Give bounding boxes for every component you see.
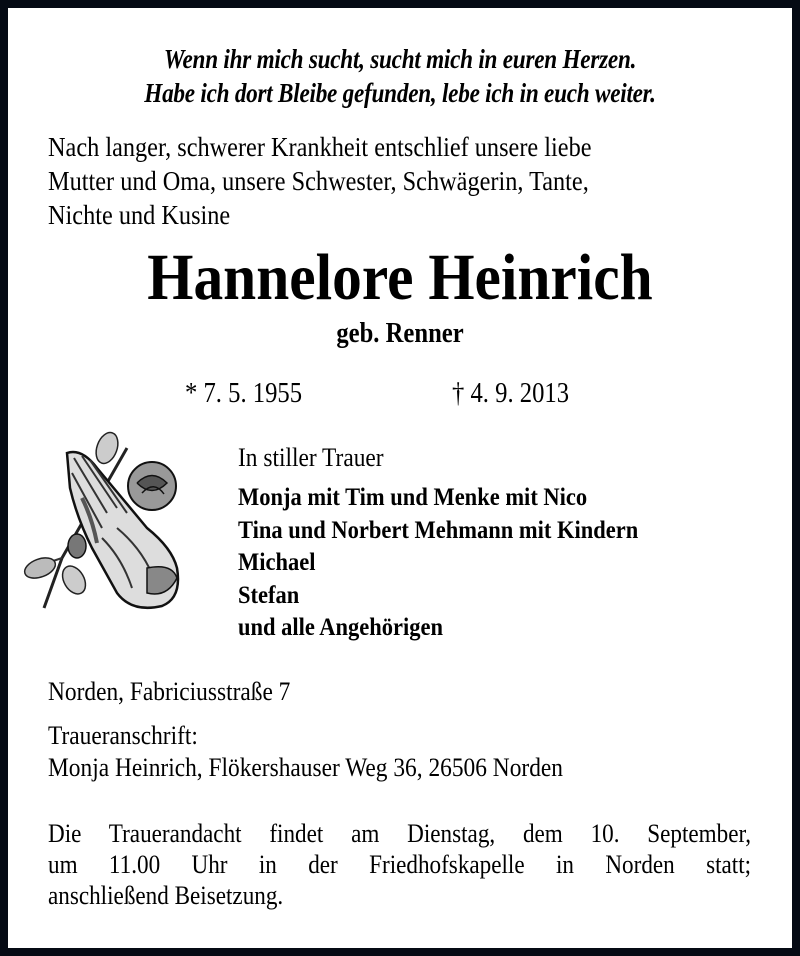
mourner: Monja mit Tim und Menke mit Nico bbox=[238, 484, 588, 511]
deceased-name: Hannelore Heinrich bbox=[147, 241, 653, 314]
intro-line: Nach langer, schwerer Krankheit entschlief unsere liebe bbox=[48, 132, 592, 162]
service-line: anschließend Beisetzung. bbox=[48, 881, 284, 910]
intro-line: Mutter und Oma, unsere Schwester, Schwägerin, Tante, bbox=[48, 166, 589, 196]
birth-date: * 7. 5. 1955 bbox=[185, 378, 303, 409]
quote-line-2: Habe ich dort Bleibe gefunden, lebe ich in euch weiter. bbox=[144, 78, 656, 108]
intro-line: Nichte und Kusine bbox=[48, 200, 231, 230]
intro-text bbox=[48, 130, 689, 232]
death-date: † 4. 9. 2013 bbox=[452, 378, 570, 409]
mourner: Tina und Norbert Mehmann mit Kindern bbox=[238, 516, 639, 544]
service-line: um 11.00 Uhr in der Friedhofskapelle in Norden statt; bbox=[48, 850, 752, 879]
mourners-list bbox=[238, 482, 638, 645]
praying-hands-with-rose-icon bbox=[22, 428, 208, 614]
service-line: Die Trauerandacht findet am Dienstag, dem 10. September, bbox=[48, 819, 752, 848]
mourning-address: Monja Heinrich, Flökershauser Weg 36, 26506 Norden bbox=[48, 753, 563, 782]
maiden-name: geb. Renner bbox=[336, 318, 464, 349]
service-info bbox=[48, 818, 751, 911]
mourning-address-label: Traueranschrift: bbox=[48, 721, 198, 750]
mourner: Michael bbox=[238, 549, 316, 576]
quote-line-1: Wenn ihr mich sucht, sucht mich in euren Herzen. bbox=[163, 44, 637, 74]
mourning-intro: In stiller Trauer bbox=[238, 443, 384, 472]
mourner: Stefan bbox=[238, 581, 300, 609]
location: Norden, Fabriciusstraße 7 bbox=[48, 677, 291, 706]
mourner: und alle Angehörigen bbox=[238, 614, 444, 641]
